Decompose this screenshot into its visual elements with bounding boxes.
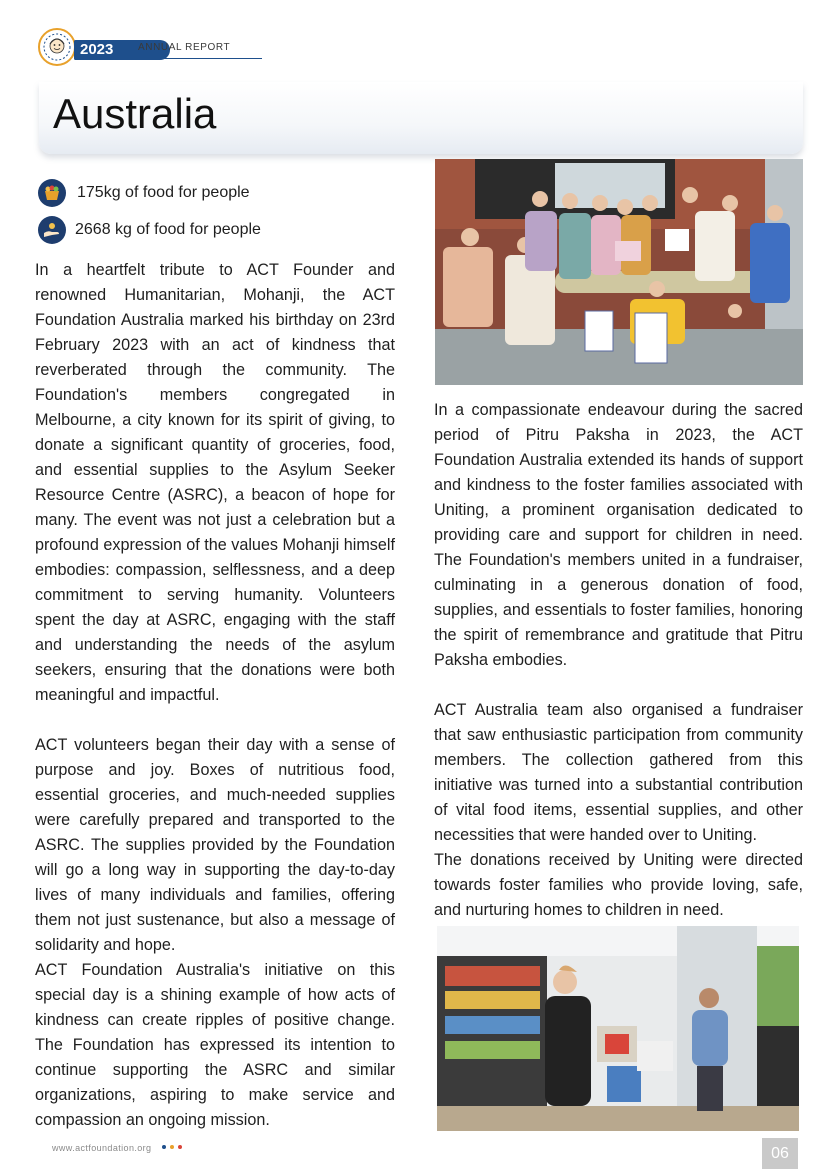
title-banner (39, 82, 803, 154)
body-paragraph: ACT volunteers began their day with a sense of purpose and joy. Boxes of nutritious food, essential groceries, and much-needed supplies were carefully prepared and transported to the ASRC. The supplies provided by the Foundation will go a long way in supporting the day-to-day lives of many individuals and families, offering them not just sustenance, but also a message of solidarity and hope. (35, 736, 395, 954)
group-photo-image (435, 159, 803, 385)
report-header (38, 28, 238, 68)
body-paragraph: ACT Australia team also organised a fundraiser that saw enthusiastic participation from community members. The collection gathered from this initiative was turned into a substantial contribution of vital food items, essential supplies, and other necessities that were handed over to Uniting. (434, 701, 803, 844)
donation-photo-image (437, 926, 799, 1131)
body-paragraph: The donations received by Uniting were directed towards foster families who provide loving, safe, and nurturing homes to children in need. (434, 851, 803, 919)
right-column-text (434, 698, 803, 923)
report-label: ANNUAL REPORT (138, 42, 231, 53)
footer-url: www.actfoundation.org (52, 1143, 152, 1153)
hand-giving-icon (38, 216, 66, 244)
stat-item (38, 216, 261, 244)
stat-text: 2668 kg of food for people (75, 221, 261, 238)
food-crate-icon (38, 179, 66, 207)
page-title: Australia (53, 90, 217, 137)
report-year: 2023 (74, 40, 170, 60)
right-column-text (434, 398, 803, 673)
footer-dot (162, 1145, 166, 1149)
body-paragraph: ACT Foundation Australia's initiative on this special day is a shining example of how acts of kindness can create ripples of positive change. The Foundation has expressed its intention to continue supporting the ASRC and similar organizations, aspiring to make service and compassion an ongoing mission. (35, 961, 395, 1129)
body-paragraph: In a compassionate endeavour during the sacred period of Pitru Paksha in 2023, the ACT Foundation Australia extended its hands of support and kindness to the foster families associated with Uniting, a prominent organisation dedicated to providing care and support for children in need. The Foundation's members united in a fundraiser, culminating in a generous donation of food, supplies, and essentials to foster families, honoring the spirit of remembrance and gratitude that Pitru Paksha embodies. (434, 401, 803, 669)
stat-item (38, 179, 250, 207)
footer-dot (178, 1145, 182, 1149)
footer-dot (170, 1145, 174, 1149)
page-number: 06 (762, 1138, 798, 1169)
stat-text: 175kg of food for people (77, 184, 250, 201)
header-divider (136, 58, 262, 59)
act-foundation-logo-icon (38, 28, 76, 66)
left-column-text (35, 258, 395, 1133)
footer-dots (162, 1145, 182, 1149)
body-paragraph: In a heartfelt tribute to ACT Founder and renowned Humanitarian, Mohanji, the ACT Foundation Australia marked his birthday on 23rd February 2023 with an act of kindness that reverberated through the community. The Foundation's members congregated in Melbourne, a city known for its spirit of giving, to donate a significant quantity of groceries, food, and essential supplies to the Asylum Seeker Resource Centre (ASRC), a beacon of hope for many. The event was not just a celebration but a profound expression of the values Mohanji himself embodies: compassion, selflessness, and a deep commitment to serving humanity. Volunteers spent the day at ASRC, engaging with the staff and understanding the needs of the asylum seekers, ensuring that the donations were both meaningful and impactful. (35, 261, 395, 704)
